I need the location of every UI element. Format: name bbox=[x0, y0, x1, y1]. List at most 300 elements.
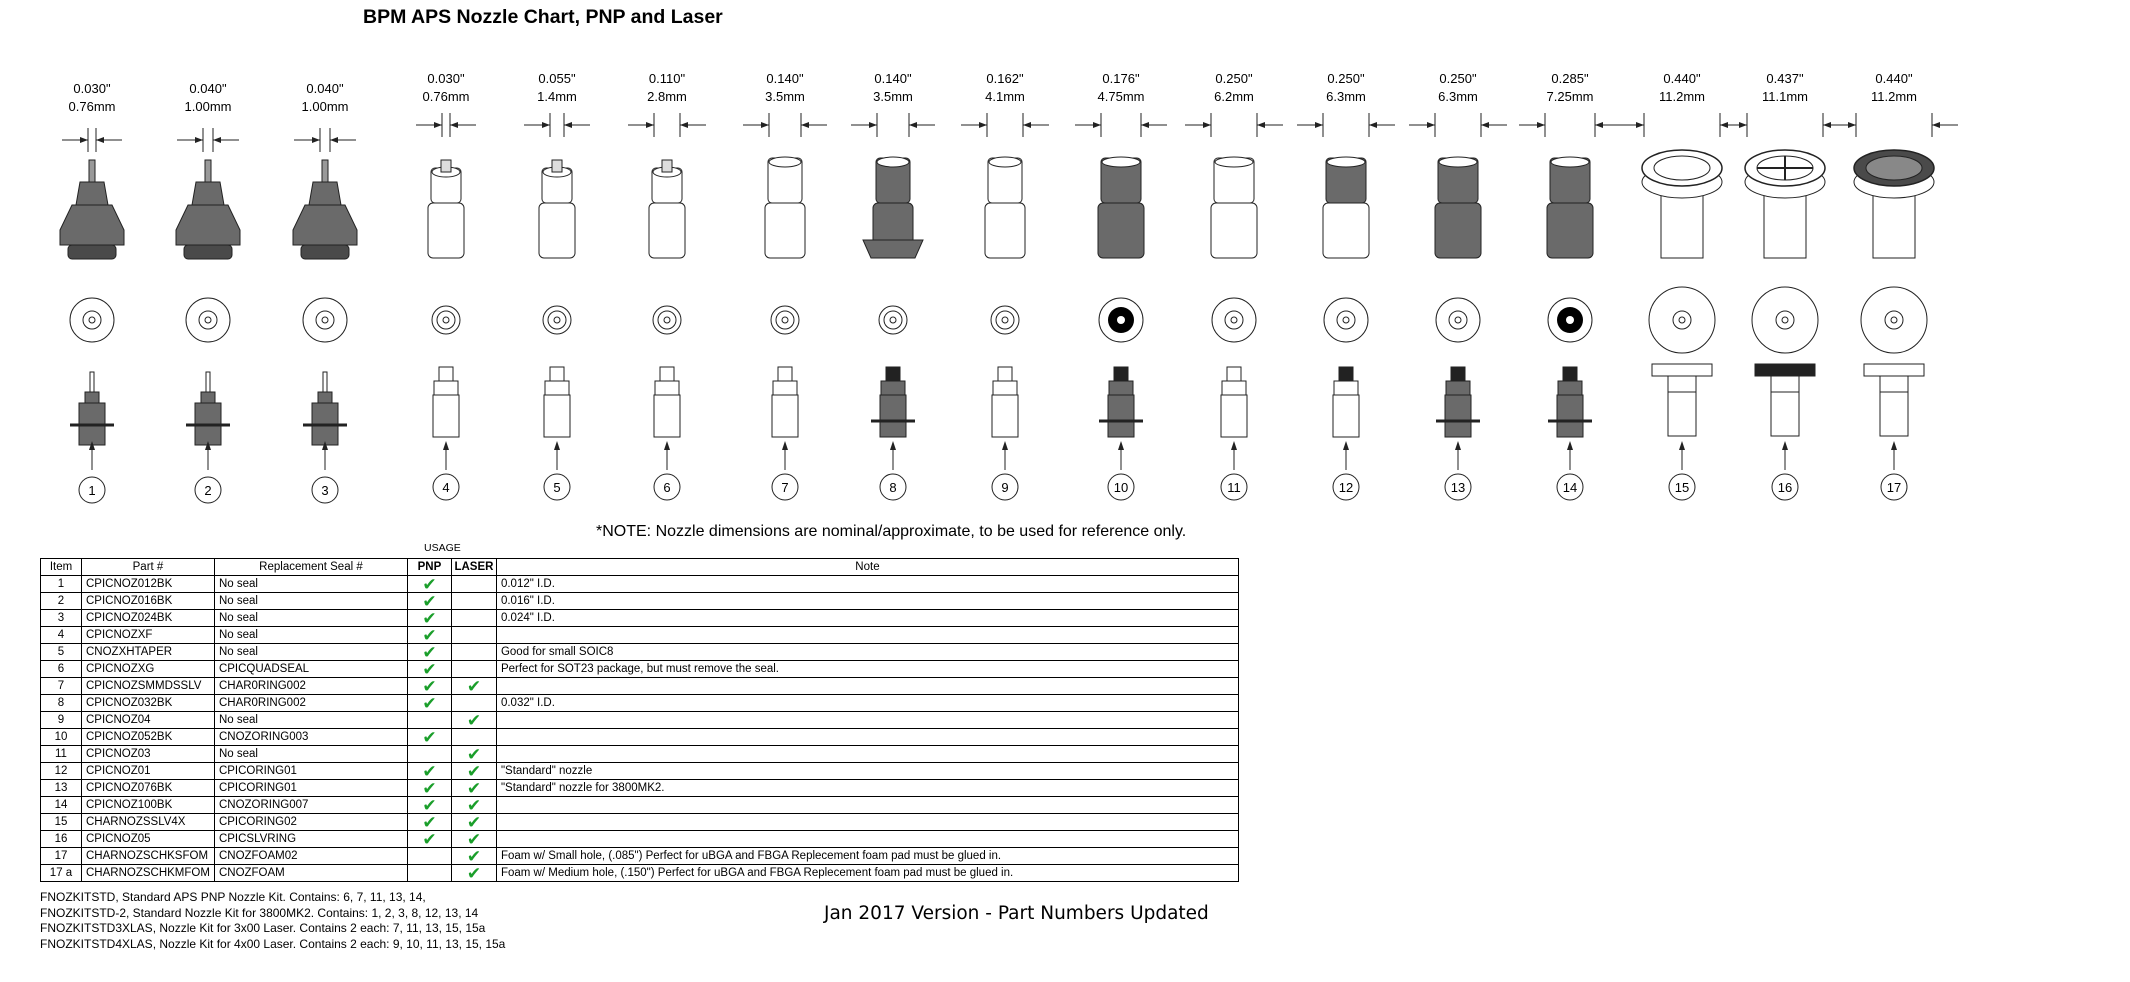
nozzle-9 bbox=[961, 71, 1049, 500]
header-item: Item bbox=[41, 559, 82, 576]
item-number: 16 bbox=[1777, 480, 1793, 495]
leader-arrow bbox=[782, 441, 788, 450]
silhouette-neck bbox=[1880, 376, 1908, 392]
dimension-inch: 0.285" bbox=[1551, 71, 1589, 86]
top-view-hole bbox=[1117, 316, 1125, 324]
note-cell: 0.012" I.D. bbox=[496, 576, 1238, 593]
dimension-mm: 4.1mm bbox=[985, 89, 1025, 104]
part-number-cell: CHARNOZSCHKSFOM bbox=[82, 848, 215, 865]
leader-arrow bbox=[1002, 441, 1008, 450]
silhouette-tip bbox=[778, 367, 792, 381]
laser-cell: ✔ bbox=[451, 780, 496, 797]
table-row bbox=[41, 763, 1239, 780]
part-number-cell: CPICNOZ032BK bbox=[82, 695, 215, 712]
top-view-hole bbox=[205, 317, 211, 323]
top-view-hole bbox=[1782, 317, 1788, 323]
note-cell bbox=[496, 712, 1238, 729]
nozzle-17 bbox=[1830, 71, 1958, 500]
nozzle-6 bbox=[628, 71, 706, 500]
header-pnp: PNP bbox=[407, 559, 451, 576]
item-cell: 1 bbox=[41, 576, 82, 593]
dimension-mm: 0.76mm bbox=[68, 99, 116, 114]
dimension-inch: 0.140" bbox=[766, 71, 804, 86]
note-cell: Foam w/ Small hole, (.085") Perfect for uBGA and FBGA Replecement foam pad must be glued in. bbox=[496, 848, 1238, 865]
silhouette-body bbox=[1880, 392, 1908, 436]
top-view-hole bbox=[1455, 317, 1461, 323]
silhouette-tip bbox=[1227, 367, 1241, 381]
silhouette-neck bbox=[881, 381, 905, 395]
arrow-head bbox=[1141, 122, 1149, 128]
part-number-cell: CHARNOZSSLV4X bbox=[82, 814, 215, 831]
seal-cell: No seal bbox=[214, 593, 407, 610]
part-number-cell: CPICNOZ04 bbox=[82, 712, 215, 729]
item-cell: 16 bbox=[41, 831, 82, 848]
part-number-cell: CPICNOZXG bbox=[82, 661, 215, 678]
nozzle-11 bbox=[1185, 71, 1283, 500]
header-seal: Replacement Seal # bbox=[214, 559, 407, 576]
nozzle-rim bbox=[1102, 157, 1140, 167]
arrow-head bbox=[680, 122, 688, 128]
silhouette-body bbox=[772, 395, 798, 437]
nozzle-1 bbox=[60, 81, 124, 503]
kit-list bbox=[40, 890, 505, 952]
arrow-head bbox=[979, 122, 987, 128]
silhouette-body bbox=[1668, 392, 1696, 436]
dimension-inch: 0.030" bbox=[73, 81, 111, 96]
item-number: 10 bbox=[1113, 480, 1129, 495]
silhouette-neck bbox=[1109, 381, 1133, 395]
top-view-hole bbox=[782, 317, 788, 323]
pnp-cell bbox=[407, 746, 451, 763]
leader-arrow bbox=[890, 441, 896, 450]
leader-arrow bbox=[1118, 441, 1124, 450]
table-row bbox=[41, 593, 1239, 610]
pnp-cell: ✔ bbox=[407, 661, 451, 678]
leader-arrow bbox=[443, 441, 449, 450]
nozzle-body bbox=[1547, 203, 1593, 258]
arrow-head bbox=[330, 137, 338, 143]
table-row bbox=[41, 848, 1239, 865]
silhouette-tip bbox=[1563, 367, 1577, 381]
silhouette-neck bbox=[1558, 381, 1582, 395]
dimension-mm: 6.3mm bbox=[1326, 89, 1366, 104]
arrow-head bbox=[542, 122, 550, 128]
silhouette-tip bbox=[90, 372, 94, 394]
nozzle-body bbox=[1764, 190, 1806, 258]
arrow-head bbox=[1595, 122, 1603, 128]
seal-cell: CPICQUADSEAL bbox=[214, 661, 407, 678]
item-cell: 17 bbox=[41, 848, 82, 865]
nozzle-base bbox=[184, 245, 232, 259]
laser-cell bbox=[451, 644, 496, 661]
note-cell: "Standard" nozzle bbox=[496, 763, 1238, 780]
header-part: Part # bbox=[82, 559, 215, 576]
silhouette-tip bbox=[998, 367, 1012, 381]
nozzle-10 bbox=[1075, 71, 1167, 500]
seal-cell: CPICORING02 bbox=[214, 814, 407, 831]
pnp-cell: ✔ bbox=[407, 576, 451, 593]
nozzle-neck bbox=[309, 182, 341, 205]
silhouette-neck bbox=[318, 392, 332, 404]
leader-arrow bbox=[664, 441, 670, 450]
silhouette-body bbox=[880, 395, 906, 437]
arrow-head bbox=[564, 122, 572, 128]
note-cell bbox=[496, 797, 1238, 814]
part-number-cell: CPICNOZ100BK bbox=[82, 797, 215, 814]
note-cell: Good for small SOIC8 bbox=[496, 644, 1238, 661]
silhouette-tip bbox=[660, 367, 674, 381]
silhouette-body bbox=[1108, 395, 1134, 437]
laser-cell: ✔ bbox=[451, 848, 496, 865]
arrow-head bbox=[213, 137, 221, 143]
usage-label: USAGE bbox=[424, 542, 461, 554]
dimension-inch: 0.250" bbox=[1439, 71, 1477, 86]
dimension-inch: 0.030" bbox=[427, 71, 465, 86]
dimension-mm: 6.2mm bbox=[1214, 89, 1254, 104]
nozzle-tip bbox=[322, 160, 328, 182]
item-cell: 3 bbox=[41, 610, 82, 627]
arrow-head bbox=[909, 122, 917, 128]
seal-cell: No seal bbox=[214, 644, 407, 661]
nozzle-body bbox=[539, 203, 575, 258]
top-view-hole bbox=[554, 317, 560, 323]
seal-cell: CNOZORING007 bbox=[214, 797, 407, 814]
laser-cell: ✔ bbox=[451, 865, 496, 882]
nozzle-14 bbox=[1519, 71, 1621, 500]
version-note: Jan 2017 Version - Part Numbers Updated bbox=[824, 903, 1209, 924]
silhouette-neck bbox=[434, 381, 458, 395]
part-number-cell: CPICNOZ05 bbox=[82, 831, 215, 848]
dimension-mm: 11.2mm bbox=[1871, 89, 1917, 104]
note-cell bbox=[496, 831, 1238, 848]
silhouette-tip bbox=[550, 367, 564, 381]
item-cell: 9 bbox=[41, 712, 82, 729]
item-number: 15 bbox=[1674, 480, 1690, 495]
note-cell: 0.016" I.D. bbox=[496, 593, 1238, 610]
dimension-mm: 1.00mm bbox=[301, 99, 349, 114]
table-row bbox=[41, 729, 1239, 746]
note-cell: 0.032" I.D. bbox=[496, 695, 1238, 712]
item-number: 6 bbox=[663, 480, 671, 495]
top-view-hole bbox=[664, 317, 670, 323]
arrow-head bbox=[1093, 122, 1101, 128]
nozzle-body bbox=[293, 205, 357, 245]
silhouette-tip bbox=[439, 367, 453, 381]
item-cell: 4 bbox=[41, 627, 82, 644]
dimension-inch: 0.110" bbox=[648, 71, 686, 86]
dimension-mm: 3.5mm bbox=[873, 89, 913, 104]
table-row bbox=[41, 865, 1239, 882]
arrow-head bbox=[1481, 122, 1489, 128]
laser-cell bbox=[451, 695, 496, 712]
pnp-cell: ✔ bbox=[407, 797, 451, 814]
arrow-head bbox=[434, 122, 442, 128]
header-laser: LASER bbox=[451, 559, 496, 576]
table-body bbox=[41, 576, 1239, 882]
silhouette-tip bbox=[1114, 367, 1128, 381]
kit-line: FNOZKITSTD4XLAS, Nozzle Kit for 4x00 Laser. Contains 2 each: 9, 10, 11, 13, 15, 15a bbox=[40, 936, 506, 951]
table-row bbox=[41, 746, 1239, 763]
silhouette-tip bbox=[1339, 367, 1353, 381]
dimension-mm: 3.5mm bbox=[765, 89, 805, 104]
seal-cell: CNOZFOAM bbox=[214, 865, 407, 882]
dimension-mm: 11.2mm bbox=[1659, 89, 1705, 104]
leader-arrow bbox=[1343, 441, 1349, 450]
item-cell: 10 bbox=[41, 729, 82, 746]
arrow-head bbox=[1848, 122, 1856, 128]
table-row bbox=[41, 797, 1239, 814]
table-row bbox=[41, 644, 1239, 661]
arrow-head bbox=[195, 137, 203, 143]
silhouette-neck bbox=[545, 381, 569, 395]
arrow-head bbox=[450, 122, 458, 128]
top-view-hole bbox=[1566, 316, 1574, 324]
dimension-mm: 0.76mm bbox=[422, 89, 470, 104]
dimension-inch: 0.040" bbox=[189, 81, 227, 96]
note-cell: Foam w/ Medium hole, (.150") Perfect for uBGA and FBGA Replecement foam pad must be glued in. bbox=[496, 865, 1238, 882]
silhouette-pad bbox=[1755, 364, 1815, 376]
seal-cell: CNOZORING003 bbox=[214, 729, 407, 746]
top-view-hole bbox=[1231, 317, 1237, 323]
dimension-inch: 0.440" bbox=[1663, 71, 1701, 86]
pnp-cell: ✔ bbox=[407, 763, 451, 780]
leader-arrow bbox=[1455, 441, 1461, 450]
nozzle-body bbox=[985, 203, 1025, 258]
dimension-note: *NOTE: Nozzle dimensions are nominal/approximate, to be used for reference only. bbox=[596, 523, 1187, 540]
arrow-head bbox=[801, 122, 809, 128]
silhouette-neck bbox=[1446, 381, 1470, 395]
silhouette-tip bbox=[206, 372, 210, 394]
part-number-cell: CPICNOZ012BK bbox=[82, 576, 215, 593]
part-number-cell: CPICNOZ052BK bbox=[82, 729, 215, 746]
silhouette-tip bbox=[323, 372, 327, 394]
nozzle-15 bbox=[1618, 71, 1746, 500]
item-number: 14 bbox=[1562, 480, 1578, 495]
leader-arrow bbox=[1567, 441, 1573, 450]
silhouette-body bbox=[654, 395, 680, 437]
part-number-cell: CNOZXHTAPER bbox=[82, 644, 215, 661]
table-row bbox=[41, 661, 1239, 678]
part-number-cell: CPICNOZ024BK bbox=[82, 610, 215, 627]
arrow-head bbox=[1023, 122, 1031, 128]
item-cell: 6 bbox=[41, 661, 82, 678]
laser-cell: ✔ bbox=[451, 814, 496, 831]
nozzle-body bbox=[1661, 190, 1703, 258]
item-cell: 8 bbox=[41, 695, 82, 712]
table-row bbox=[41, 678, 1239, 695]
laser-cell bbox=[451, 729, 496, 746]
item-number: 17 bbox=[1886, 480, 1902, 495]
note-cell bbox=[496, 627, 1238, 644]
foam-pad-inner bbox=[1866, 156, 1922, 180]
silhouette-neck bbox=[1771, 376, 1799, 392]
part-number-cell: CPICNOZSMMDSSLV bbox=[82, 678, 215, 695]
silhouette-pad bbox=[1652, 364, 1712, 376]
nozzle-body bbox=[1323, 203, 1369, 258]
nozzle-tip bbox=[205, 160, 211, 182]
leader-arrow bbox=[1679, 441, 1685, 450]
dimension-inch: 0.440" bbox=[1875, 71, 1913, 86]
nozzle-rim bbox=[1551, 157, 1589, 167]
top-view-hole bbox=[322, 317, 328, 323]
pnp-cell: ✔ bbox=[407, 610, 451, 627]
pnp-cell: ✔ bbox=[407, 644, 451, 661]
seal-cell: CHAR0RING002 bbox=[214, 695, 407, 712]
laser-cell: ✔ bbox=[451, 797, 496, 814]
arrow-head bbox=[646, 122, 654, 128]
nozzle-body bbox=[60, 205, 124, 245]
item-cell: 7 bbox=[41, 678, 82, 695]
item-cell: 11 bbox=[41, 746, 82, 763]
arrow-head bbox=[1636, 122, 1644, 128]
note-cell: 0.024" I.D. bbox=[496, 610, 1238, 627]
arrow-head bbox=[1257, 122, 1265, 128]
page-title: BPM APS Nozzle Chart, PNP and Laser bbox=[363, 6, 723, 28]
dimension-mm: 1.00mm bbox=[184, 99, 232, 114]
arrow-head bbox=[1315, 122, 1323, 128]
top-view-hole bbox=[1002, 317, 1008, 323]
top-view-hole bbox=[1891, 317, 1897, 323]
arrow-head bbox=[761, 122, 769, 128]
dimension-inch: 0.162" bbox=[986, 71, 1024, 86]
nozzle-4 bbox=[416, 71, 476, 500]
top-view-hole bbox=[1343, 317, 1349, 323]
dimension-mm: 6.3mm bbox=[1438, 89, 1478, 104]
dimension-inch: 0.250" bbox=[1327, 71, 1365, 86]
item-number: 13 bbox=[1450, 480, 1466, 495]
silhouette-body bbox=[992, 395, 1018, 437]
leader-arrow bbox=[1891, 441, 1897, 450]
table-row bbox=[41, 780, 1239, 797]
silhouette-neck bbox=[1668, 376, 1696, 392]
laser-cell: ✔ bbox=[451, 712, 496, 729]
nozzle-7 bbox=[743, 71, 827, 500]
arrow-head bbox=[1739, 122, 1747, 128]
silhouette-tip bbox=[886, 367, 900, 381]
dimension-inch: 0.055" bbox=[538, 71, 576, 86]
silhouette-neck bbox=[993, 381, 1017, 395]
pnp-cell: ✔ bbox=[407, 831, 451, 848]
nozzle-body bbox=[1098, 203, 1144, 258]
arrow-head bbox=[1537, 122, 1545, 128]
item-cell: 17 a bbox=[41, 865, 82, 882]
laser-cell: ✔ bbox=[451, 831, 496, 848]
nozzle-flange bbox=[863, 240, 923, 258]
pnp-cell bbox=[407, 712, 451, 729]
silhouette-tip bbox=[1451, 367, 1465, 381]
pnp-cell: ✔ bbox=[407, 627, 451, 644]
nozzle-12 bbox=[1297, 71, 1395, 500]
pnp-cell bbox=[407, 848, 451, 865]
part-number-cell: CPICNOZXF bbox=[82, 627, 215, 644]
nozzle-body bbox=[1873, 190, 1915, 258]
nozzle-parts-table bbox=[40, 558, 1239, 882]
silhouette-body bbox=[1221, 395, 1247, 437]
nozzle-neck bbox=[76, 182, 108, 205]
part-number-cell: CPICNOZ01 bbox=[82, 763, 215, 780]
kit-line: FNOZKITSTD, Standard APS PNP Nozzle Kit. Contains: 6, 7, 11, 13, 14, bbox=[40, 890, 426, 904]
table-row bbox=[41, 627, 1239, 644]
arrow-head bbox=[1427, 122, 1435, 128]
seal-cell: No seal bbox=[214, 610, 407, 627]
leader-arrow bbox=[554, 441, 560, 450]
item-cell: 15 bbox=[41, 814, 82, 831]
note-cell bbox=[496, 814, 1238, 831]
arrow-head bbox=[312, 137, 320, 143]
dimension-inch: 0.176" bbox=[1102, 71, 1140, 86]
header-note: Note bbox=[496, 559, 1238, 576]
foam-pad-inner bbox=[1654, 156, 1710, 180]
dimension-mm: 4.75mm bbox=[1097, 89, 1145, 104]
laser-cell: ✔ bbox=[451, 763, 496, 780]
table-row bbox=[41, 831, 1239, 848]
arrow-head bbox=[1823, 122, 1831, 128]
nozzle-neck bbox=[192, 182, 224, 205]
seal-cell: CNOZFOAM02 bbox=[214, 848, 407, 865]
nozzle-body bbox=[765, 203, 805, 258]
table-header-row bbox=[41, 559, 1239, 576]
nozzle-body bbox=[1211, 203, 1257, 258]
nozzle-tip bbox=[89, 160, 95, 182]
laser-cell bbox=[451, 661, 496, 678]
nozzle-2 bbox=[176, 81, 240, 503]
silhouette-body bbox=[544, 395, 570, 437]
arrow-head bbox=[1203, 122, 1211, 128]
note-cell: "Standard" nozzle for 3800MK2. bbox=[496, 780, 1238, 797]
table-row bbox=[41, 695, 1239, 712]
item-number: 3 bbox=[321, 483, 329, 498]
seal-cell: No seal bbox=[214, 712, 407, 729]
nozzle-13 bbox=[1409, 71, 1507, 500]
note-cell: Perfect for SOT23 package, but must remove the seal. bbox=[496, 661, 1238, 678]
nozzle-rim bbox=[877, 157, 909, 167]
pnp-cell: ✔ bbox=[407, 678, 451, 695]
silhouette-pad bbox=[1864, 364, 1924, 376]
silhouette-body bbox=[1333, 395, 1359, 437]
item-number: 5 bbox=[553, 480, 561, 495]
nozzle-5 bbox=[524, 71, 590, 500]
item-cell: 13 bbox=[41, 780, 82, 797]
dimension-inch: 0.140" bbox=[874, 71, 912, 86]
dimension-inch: 0.040" bbox=[306, 81, 344, 96]
nozzle-base bbox=[301, 245, 349, 259]
silhouette-neck bbox=[85, 392, 99, 404]
silhouette-neck bbox=[655, 381, 679, 395]
pnp-cell: ✔ bbox=[407, 729, 451, 746]
part-number-cell: CPICNOZ03 bbox=[82, 746, 215, 763]
arrow-head bbox=[1369, 122, 1377, 128]
part-number-cell: CHARNOZSCHKMFOM bbox=[82, 865, 215, 882]
pnp-cell: ✔ bbox=[407, 780, 451, 797]
item-cell: 5 bbox=[41, 644, 82, 661]
leader-arrow bbox=[1782, 441, 1788, 450]
nozzle-body bbox=[1435, 203, 1481, 258]
nozzle-rim bbox=[769, 157, 801, 167]
nozzle-3 bbox=[293, 81, 357, 503]
item-number: 12 bbox=[1338, 480, 1354, 495]
silhouette-neck bbox=[1334, 381, 1358, 395]
nozzle-16 bbox=[1721, 71, 1849, 500]
dimension-mm: 1.4mm bbox=[537, 89, 577, 104]
silhouette-neck bbox=[1222, 381, 1246, 395]
laser-cell bbox=[451, 576, 496, 593]
pnp-cell: ✔ bbox=[407, 814, 451, 831]
kit-line: FNOZKITSTD-2, Standard Nozzle Kit for 3800MK2. Contains: 1, 2, 3, 8, 12, 13, 14 bbox=[40, 905, 479, 920]
top-view-hole bbox=[890, 317, 896, 323]
table-row bbox=[41, 576, 1239, 593]
nozzle-rim bbox=[1439, 157, 1477, 167]
pnp-cell: ✔ bbox=[407, 593, 451, 610]
